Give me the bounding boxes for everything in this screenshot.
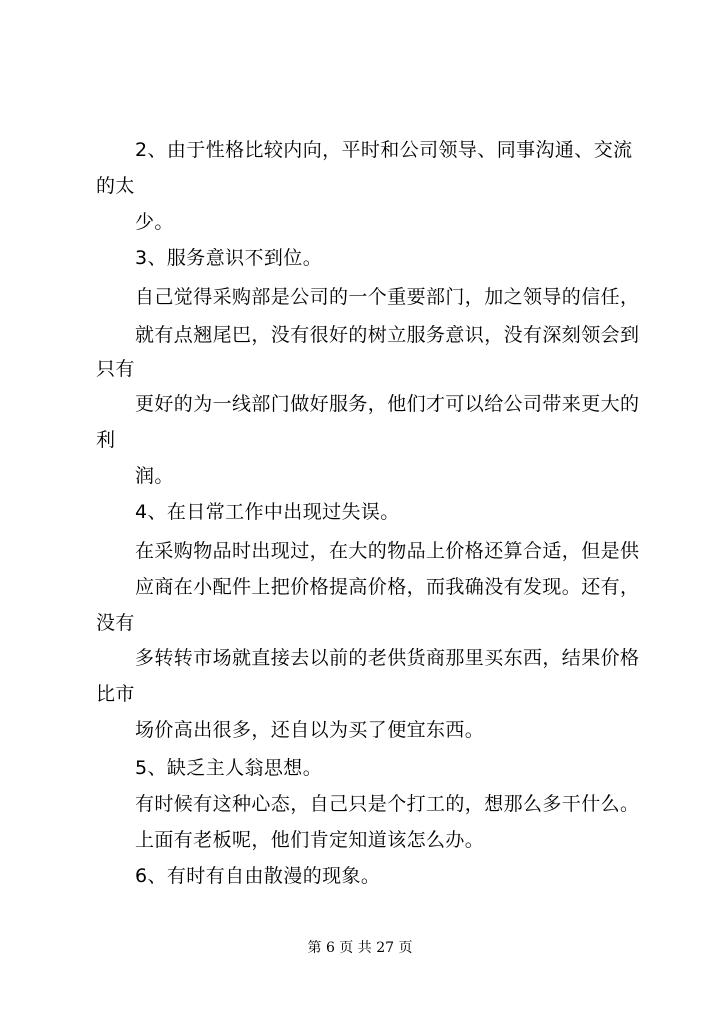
text-line: 应商在小配件上把价格提高价格，而我确没有发现。还有，	[135, 576, 640, 598]
text-line: 的太	[96, 175, 135, 197]
text-line: 5、缺乏主人翁思想。	[135, 757, 323, 779]
text-line: 自己觉得采购部是公司的一个重要部门，加之领导的信任，	[135, 286, 640, 308]
text-line: 比市	[96, 683, 135, 705]
text-line: 润。	[135, 465, 174, 487]
text-line: 只有	[96, 358, 135, 380]
text-line: 多转转市场就直接去以前的老供货商那里买东西，结果价格	[135, 647, 640, 669]
text-line: 3、服务意识不到位。	[135, 247, 323, 269]
text-line: 2、由于性格比较内向，平时和公司领导、同事沟通、交流	[135, 139, 633, 161]
text-line: 在采购物品时出现过，在大的物品上价格还算合适，但是供	[135, 540, 640, 562]
text-line: 场价高出很多，还自以为买了便宜东西。	[135, 719, 485, 741]
text-line: 有时候有这种心态，自己只是个打工的，想那么多干什么。	[135, 793, 640, 815]
text-line: 上面有老板呢，他们肯定知道该怎么办。	[135, 829, 485, 851]
text-line: 利	[96, 429, 116, 451]
text-line: 更好的为一线部门做好服务，他们才可以给公司带来更大的	[135, 393, 640, 415]
text-line: 少。	[135, 211, 174, 233]
text-line: 4、在日常工作中出现过失误。	[135, 501, 400, 523]
text-line: 就有点翘尾巴，没有很好的树立服务意识，没有深刻领会到	[135, 324, 640, 346]
page-number-footer: 第 6 页 共 27 页	[307, 940, 413, 956]
text-line: 6、有时有自由散漫的现象。	[135, 865, 381, 887]
text-line: 没有	[96, 612, 135, 634]
